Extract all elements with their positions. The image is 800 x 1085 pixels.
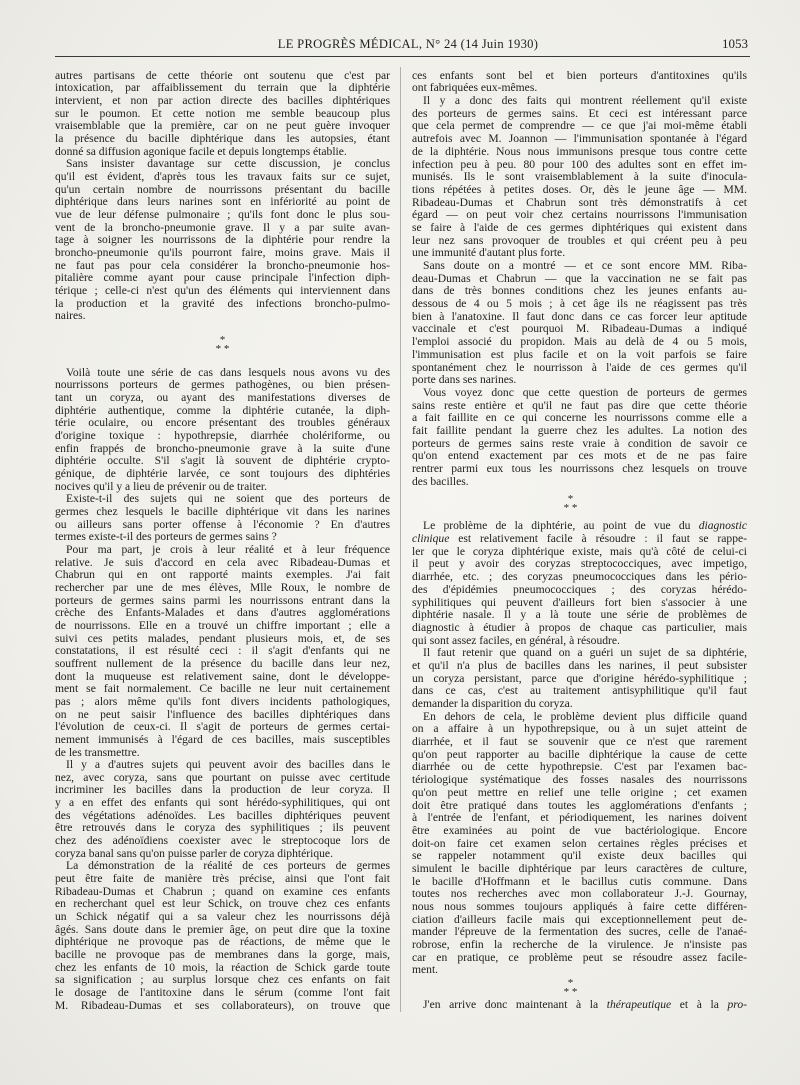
line-text: autrefois avec M. Joannon — l'immunisation spontanée à l'égard	[412, 132, 747, 146]
line-text: l'emploi associé du propidon. Mais au delà de 4 ou 5 mois,	[412, 335, 747, 349]
text-line	[412, 825, 747, 838]
paragraph	[412, 95, 747, 260]
asterism-top-row: *	[219, 333, 226, 346]
paragraph	[55, 860, 390, 1012]
line-text: Sans doute on a montré — et ce sont encore MM. Riba-	[423, 259, 747, 272]
text-line	[412, 463, 747, 476]
text-line	[412, 374, 747, 387]
line-text: Il y a donc des faits qui montrent réellement qu'il existe	[423, 94, 747, 108]
line-text: que cela permet de comprendre — ce que j'ai moi-même établi	[412, 119, 747, 133]
line-text: bacille ne provoque pas de membranes dans la gorge, mais,	[55, 948, 390, 961]
line-text: dans de très bonnes conditions chez les jeunes enfants au-	[412, 284, 748, 298]
line-text: termes existe-t-il des porteurs de germes sains ?	[55, 530, 277, 544]
line-text: pas ; alors même qu'ils font divers incidents pathologiques,	[55, 694, 390, 708]
line-text: sains reste entière et qu'il ne faut pas dire que cette théorie	[412, 398, 747, 412]
italic-text: thérapeutique	[606, 998, 672, 1012]
line-text: intervient, et non par action directe des bacilles diphtériques	[55, 94, 390, 107]
line-text: diarrhée ou de cette hypothrepsie. C'est par l'examen bac-	[412, 760, 747, 774]
text-run: J'en arrive donc maintenant à la	[423, 998, 607, 1012]
text-line	[412, 863, 747, 876]
line-text: Vous voyez donc que cette question de porteurs de germes	[423, 385, 747, 399]
line-text: se rappeler notamment qu'il existe deux bacilles qui	[412, 849, 747, 863]
line-text: qu'il est évident, d'après tous les travaux faits sur ce sujet,	[55, 169, 390, 183]
line-text: tant un coryza, ou ayant des manifestations diverses de	[55, 391, 390, 405]
line-text: y a en effet des enfants qui sont hérédo-syphilitiques, qui ont	[55, 796, 390, 810]
line-text: qu'on peut mettre en relief une telle origine ; cet examen	[412, 785, 747, 799]
line-text: leur nez sans provoquer de troubles et qui créent peu à peu	[412, 233, 747, 247]
line-text: vent de la broncho-pneumonie grave. Il y a par suite avan-	[55, 220, 390, 234]
text-line	[412, 584, 747, 597]
asterism-top-row: *	[567, 493, 574, 506]
line-text: on ne peut saisir l'influence des bacilles diphtériques dans	[55, 707, 390, 721]
text-line	[412, 939, 747, 952]
line-text: diarrhée, etc. ; des coryzas pneumococciques dans les pério-	[412, 570, 747, 584]
line-text: broncho-pneumonie qu'ils pourront faire, moins grave. Mais il	[55, 245, 390, 259]
line-text: nement immunisés à l'égard de ces bacilles, mais susceptibles	[55, 732, 390, 746]
line-text: suivi ces petits malades, pendant plusieurs mois, et, de ses	[55, 631, 390, 645]
line-text: un Schick négatif qui a sa valeur chez les nourrissons déjà	[55, 910, 390, 924]
text-line	[412, 660, 747, 673]
text-line	[55, 696, 390, 709]
text-line	[412, 787, 747, 800]
text-line	[55, 133, 390, 146]
line-text: ont fabriquées eux-mêmes.	[412, 81, 538, 95]
line-text: pitalière comme ayant pour cause principale l'infection diph-	[55, 271, 390, 285]
line-text: incriminer les bacilles dans la production de leur coryza. Il	[55, 783, 390, 797]
line-text: on a affaire à un hypothrepsique, ou à un sujet atteint de	[412, 722, 747, 736]
line-text: génique, de diphtérie larvée, ce sont toujours des diphtéries	[55, 467, 390, 481]
text-line	[412, 736, 747, 749]
line-text: le dosage de l'antitoxine dans le sérum (comme l'ont fait	[55, 985, 390, 999]
line-text: des bacilles.	[412, 474, 469, 488]
line-text: diarrhée, et il faut se souvenir que ce n'est que rarement	[412, 735, 747, 749]
line-text: a fait faillite en ce qui concerne les nourrissons comme elle a	[412, 411, 747, 425]
line-text: dans ce cas, c'est au traitement antisyphilitique qu'il faut	[412, 684, 747, 698]
line-text: souffrent nullement de la présence du bacille dans leur nez,	[55, 656, 390, 670]
paragraph	[55, 70, 390, 159]
line-text: munisés. Ils le sont vraisemblablement à la suite d'inocula-	[412, 170, 747, 184]
line-text: doit être pratiqué dans toutes les agglomérations d'enfants ;	[412, 798, 747, 812]
line-text: ces enfants sont bel et bien porteurs d'antitoxines qu'ils	[412, 68, 747, 82]
text-run: et à la	[671, 998, 728, 1012]
line-text: ne faut pas pour cela considérer la broncho-pneumonie hos-	[55, 258, 390, 272]
text-run: Le problème de la diphtérie, au point de vue du	[423, 519, 699, 533]
text-column-left	[55, 70, 390, 1013]
line-text: sa signification ; au surplus lorsque chez ces enfants on fait	[55, 973, 390, 987]
line-text: qu'on entend exactement par ces mots et de ne pas faire	[412, 449, 747, 463]
line-text: Chabrun qui en ont rapporté maints exemples. J'ai fait	[55, 568, 390, 582]
paragraph	[412, 999, 747, 1012]
text-line	[412, 964, 747, 977]
text-line	[55, 272, 390, 285]
line-text: vraisemblable que la première, car on ne peut guère invoquer	[55, 119, 390, 133]
column-rule	[400, 67, 401, 1012]
text-line	[55, 285, 390, 298]
line-text: diphtérie occulte. S'il s'agit là souvent de diphtérie crypto-	[55, 454, 390, 468]
line-text: dont la muqueuse est relativement saine, dont le développe-	[55, 669, 390, 683]
line-text: En dehors de cela, le problème devient plus difficile quand	[423, 709, 747, 723]
paragraph	[412, 647, 747, 710]
line-text: relative. Je suis d'accord en cela avec Ribadeau-Dumas et	[55, 555, 390, 569]
line-text: rentrer parmi eux tous les nourrissons chez lesquels on trouve	[412, 462, 747, 475]
line-text: enfin frappés de broncho-pneumonie grave à la suite d'une	[55, 441, 390, 455]
line-text: coryza banal sans qu'on puisse parler de coryza diphtérique.	[55, 846, 333, 860]
text-line	[412, 349, 747, 362]
text-line	[55, 298, 390, 311]
paragraph	[412, 260, 747, 387]
text-line	[412, 952, 747, 965]
paragraph	[412, 520, 747, 647]
line-text: syphilitiques qui peuvent d'ailleurs fort bien s'associer à une	[412, 595, 748, 609]
line-text: porteurs de germes sains parmi les nourrissons entrant dans la	[55, 593, 390, 607]
text-line	[55, 797, 390, 810]
line-text: diphtérie authentique, comme la diphtérie cutanée, la diph-	[55, 403, 390, 417]
header-rule	[55, 56, 750, 57]
text-line	[55, 734, 390, 747]
text-line	[55, 911, 390, 924]
line-text: de la diphtérie. Nous nous immunisons presque tous contre cette	[412, 144, 747, 158]
line-text: germes chez lesquels le bacille diphtérique vit dans les narines	[55, 505, 390, 519]
line-text: et qu'il n'a plus de bacilles dans les narines, il peut subsister	[412, 658, 747, 672]
italic-text: diagnostic	[698, 519, 747, 533]
text-line	[412, 476, 747, 489]
text-line	[412, 901, 747, 914]
line-text: Voilà toute une série de cas dans lesquels nous avons vu des	[66, 365, 390, 379]
line-text: robrose, enfin la recherche de la virulence. Je n'insiste pas	[412, 938, 747, 952]
line-text: être examinées au point de vue bactériologique. Encore	[412, 823, 747, 837]
line-text: tage à soigner les nourrissons de la diphtérie pour rendre la	[55, 233, 390, 247]
line-text: porte dans ses narines.	[412, 373, 517, 387]
paragraph	[55, 158, 390, 323]
line-text: infection peu à peu. 80 pour 100 des adultes sont en effet im-	[412, 157, 747, 171]
text-line	[55, 582, 390, 595]
text-line	[412, 184, 747, 197]
line-text: de les transmettre.	[55, 745, 140, 759]
line-text: simulent le bacille diphtérique par leurs caractères de culture,	[412, 861, 747, 875]
line-text: le bacille d'Hoffmann et le bacillus cutis commune. Dans	[412, 874, 747, 888]
text-line	[55, 196, 390, 209]
line-text: diphtérique ne provoque pas de réactions, de même que le	[55, 935, 390, 949]
text-line	[412, 95, 747, 108]
line-text: d'origine toxique : hypothrepsie, diarrhée cholériforme, ou	[55, 429, 390, 443]
line-text: car en pratique, ce problème peut se résoudre assez facile-	[412, 950, 747, 964]
asterism-separator	[412, 977, 747, 999]
paragraph	[55, 493, 390, 544]
text-run: est relativement facile à résoudre : il faut se rappe-	[449, 532, 747, 546]
text-line	[55, 310, 390, 323]
line-text: La démonstration de la réalité de ces porteurs de germes	[66, 859, 390, 873]
text-line	[55, 835, 390, 848]
text-line	[55, 544, 390, 557]
text-line	[412, 571, 747, 584]
line-text: mander l'épreuve de la fermentation des sucres, celle de l'anaé-	[412, 925, 747, 939]
text-line	[412, 387, 747, 400]
line-text: intoxication, par affaiblissement du terrain que la diphtérie	[55, 81, 390, 95]
line-text: spontanément chez le nourrisson à l'aide de ces germes qu'il	[412, 360, 747, 374]
running-head-title: LE PROGRÈS MÉDICAL, N° 24 (14 Juin 1930)	[277, 37, 539, 51]
text-line	[412, 222, 747, 235]
text-line	[412, 260, 747, 273]
italic-text: pro-	[727, 998, 747, 1012]
line-text: de nourrissons. Elle en a trouvé un chiffre important ; elle a	[55, 618, 390, 632]
line-text: peut être faite de manière très précise, ainsi que l'ont fait	[55, 872, 390, 886]
line-text: Sans insister davantage sur cette discussion, je conclus	[66, 157, 390, 171]
line-text: naires.	[55, 309, 86, 323]
line-text: se faire à l'aide de ces germes diphtériques qui existent dans	[412, 220, 747, 234]
text-line	[55, 506, 390, 519]
text-line	[412, 812, 747, 825]
line-text	[423, 999, 747, 1012]
line-text: diagnostic à étudier à propos de chaque cas particulier, mais	[412, 620, 747, 634]
italic-text: clinique	[412, 532, 450, 546]
text-line	[55, 468, 390, 481]
text-line	[412, 774, 747, 787]
text-line	[55, 949, 390, 962]
line-text: égard — on peut voir chez certains nourrissons l'immunisation	[412, 208, 747, 222]
line-text: qu'un certain nombre de nourrissons présentant du bacille	[55, 182, 390, 196]
line-text: M. Ribadeau-Dumas et ses collaborateurs), on trouve que	[55, 998, 390, 1012]
line-text: à l'entrée de l'enfant, et périodiquement, les narines doivent	[412, 811, 747, 825]
line-text: autres partisans de cette théorie ont soutenu que c'est par	[55, 68, 390, 82]
line-text: tions répétées à petites doses. Or, dès le jeune âge — MM.	[412, 182, 747, 196]
line-text: chez des adénoïdiens coexister avec le streptocoque lors de	[55, 834, 390, 848]
line-text: nez, avec coryza, sans que pourtant on puisse avec certitude	[55, 770, 390, 784]
text-column-right	[412, 70, 747, 1012]
text-line	[55, 683, 390, 696]
line-text: ment.	[412, 963, 439, 977]
line-text: doit-on faire cet examen selon certaines règles précises et	[412, 836, 747, 850]
text-line	[412, 146, 747, 159]
text-line	[412, 425, 747, 438]
line-text: vaccinale et c'est pourquoi M. Ribadeau-Dumas a indiqué	[412, 322, 747, 336]
line-text: térie oculaire, ou encore présentant des troubles généraux	[55, 416, 390, 430]
line-text: des végétations adénoïdes. Les bacilles diphtériques peuvent	[55, 808, 390, 822]
line-text: Il y a d'autres sujets qui peuvent avoir des bacilles dans le	[66, 758, 390, 772]
text-line	[412, 298, 747, 311]
line-text: bien à l'anatoxine. Il faut donc dans ce cas forcer leur aptitude	[412, 309, 748, 323]
text-line	[55, 171, 390, 184]
line-text: une immunité d'autant plus forte.	[412, 246, 566, 260]
text-line	[412, 999, 747, 1012]
text-line	[55, 658, 390, 671]
paragraph	[55, 544, 390, 759]
text-line	[55, 234, 390, 247]
line-text: sur le poumon. Et cette notion me semble beaucoup plus	[55, 106, 390, 120]
line-text: ou ailleurs sans porter offense à l'économie ? En d'autres	[55, 517, 390, 531]
asterism-bottom-row: * *	[563, 986, 578, 999]
line-text: la présence du bacille diphtérique dans les autopsies, étant	[55, 131, 390, 145]
line-text: fait faillite pendant la guerre chez les adultes. La notion des	[412, 423, 747, 437]
paragraph	[55, 367, 390, 494]
line-text: en recherchant quel est leur Schick, on trouve chez ces enfants	[55, 897, 390, 911]
line-text: nocives qu'il y a lieu de prévenir ou de traiter.	[55, 479, 267, 493]
text-line	[55, 645, 390, 658]
asterism-separator	[412, 488, 747, 520]
line-text: Pour ma part, je crois à leur réalité et à leur fréquence	[66, 543, 390, 556]
line-text: un coryza persistant, parce que d'origine hérédo-syphilitique ;	[412, 671, 747, 685]
line-text: deau-Dumas et Chabrun — que la vaccination ne se fait pas	[412, 271, 747, 285]
line-text: crèche des Enfants-Malades et dans d'autres agglomérations	[55, 606, 390, 620]
line-text: demander la disparition du coryza.	[412, 697, 573, 710]
text-line	[55, 1000, 390, 1013]
asterism-bottom-row: * *	[563, 502, 578, 515]
line-text: nourrissons porteurs de germes pathogènes, ou bien présen-	[55, 378, 390, 392]
text-line	[55, 620, 390, 633]
page-number: 1053	[722, 36, 748, 51]
line-text: tériologique systématique des fosses nasales des nourrissons	[412, 773, 747, 787]
text-line	[412, 698, 747, 711]
line-text: Il faut retenir que quand on a guéri un sujet de sa diphtérie,	[423, 646, 747, 660]
line-text: vue de leur défense pulmonaire ; qu'ils font donc le plus sou-	[55, 207, 390, 221]
line-text: des porteurs de germes sains. Et ceci est intéressant parce	[412, 106, 747, 120]
line-text: qu'on peut rapporter au bacille diphtérique la cause de cette	[412, 747, 747, 761]
text-line	[55, 247, 390, 260]
paragraph	[412, 711, 747, 977]
line-text: donné sa diffusion agonique facile et depuis longtemps établie.	[55, 144, 347, 158]
line-text: diphtérique dans leurs narines sont en infériorité au point de	[55, 195, 390, 209]
line-text: Existe-t-il des sujets qui ne soient que des porteurs de	[66, 492, 390, 506]
asterism-top-row: *	[567, 977, 574, 990]
line-text: Ribadeau-Dumas et Chabrun ; quand on examine ces enfants	[55, 884, 390, 898]
line-text: âgés. Sans doute dans le premier âge, on peut dire que la toxine	[55, 922, 390, 936]
text-line	[55, 95, 390, 108]
line-text: ciation d'ailleurs facile mais qui exceptionnellement peut de-	[412, 912, 747, 926]
text-line	[55, 430, 390, 443]
paragraph	[412, 387, 747, 489]
text-line	[412, 609, 747, 622]
text-line	[55, 873, 390, 886]
text-line	[412, 622, 747, 635]
line-text: l'immunisation est plus facile et on la voit parfois se faire	[412, 347, 747, 361]
text-line	[55, 209, 390, 222]
paragraph	[412, 70, 747, 95]
line-text: la production et la gravité des infections broncho-pulmo-	[55, 296, 390, 310]
text-line	[412, 133, 747, 146]
line-text	[412, 533, 747, 546]
line-text: des d'épidémies pneumococciques ; des coryzas hérédo-	[412, 582, 747, 596]
line-text: térique ; celle-ci n'est qu'un des éléments qui interviennent dans	[55, 283, 390, 297]
text-line	[55, 392, 390, 405]
line-text: toutes nos recherches avec mon collaborateur J.-J. Gournay,	[412, 887, 747, 901]
line-text: rechercher par une de mes élèves, Mlle Roux, le nombre de	[55, 580, 391, 594]
line-text: nous nous sommes toujours appliqués à faire cette différen-	[412, 900, 747, 913]
text-line	[412, 533, 747, 546]
line-text: l'évolution de ceux-ci. Il s'agit de porteurs de germes certai-	[55, 720, 390, 734]
line-text: il peut y avoir des coryzas streptococciques, avec impetigo,	[412, 557, 748, 571]
text-line	[412, 171, 747, 184]
line-text: Ribadeau-Dumas et Chabrun sont très démonstratifs à cet	[412, 195, 748, 209]
text-line	[55, 759, 390, 772]
line-text: constatations, il est résulté ceci : il s'agit d'enfants qui ne	[55, 644, 390, 658]
line-text: qui sont assez faciles, en général, à résoudre.	[412, 633, 620, 647]
line-text: diphtérie nasale. Il y a là toute une série de problèmes de	[412, 608, 747, 622]
text-line	[55, 721, 390, 734]
asterism-bottom-row: * *	[215, 342, 230, 355]
line-text: chez les enfants de 10 mois, la réaction de Schick garde toute	[55, 960, 390, 974]
line-text: ler que le coryza diphtérique existe, mais qu'à côté de celui-ci	[412, 544, 747, 558]
paragraph	[55, 759, 390, 860]
line-text: être retrouvés dans le coryza des syphilitiques ; ils peuvent	[55, 821, 390, 835]
line-text: dessous de 4 ou 5 mois ; à cet âge ils ne réagissent pas très	[412, 297, 747, 311]
text-line	[412, 336, 747, 349]
line-text: ment se fait normalement. Ce bacille ne leur nuit certainement	[55, 682, 390, 696]
asterism-separator	[55, 323, 390, 367]
text-line	[55, 987, 390, 1000]
line-text: porteurs de germes sains reste vraie à condition de savoir ce	[412, 436, 747, 450]
